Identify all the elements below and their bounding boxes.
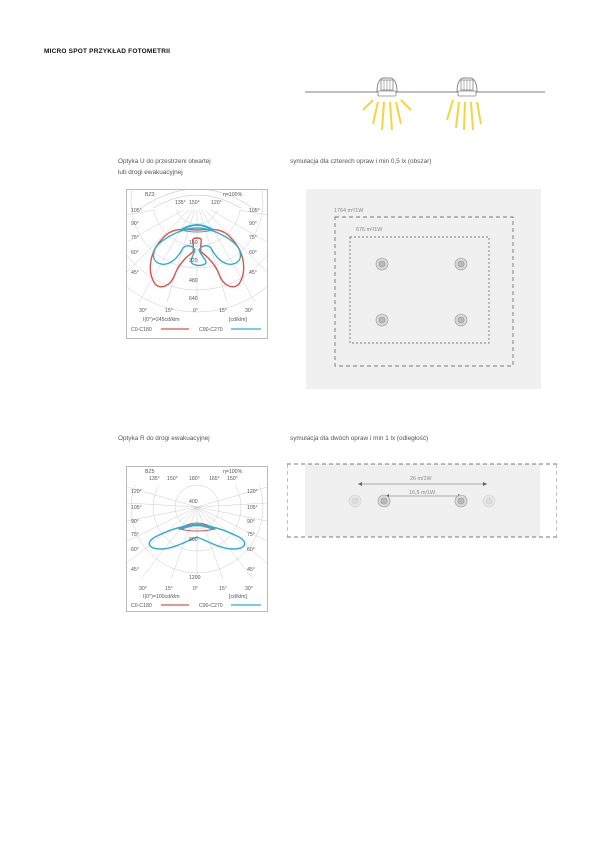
angle-label: 150° bbox=[167, 476, 178, 482]
angle-label: 90° bbox=[247, 519, 255, 525]
angle-label: 165° bbox=[209, 476, 220, 482]
radial-label: 640 bbox=[189, 296, 198, 302]
outer-area-label: 1764 m²/1W bbox=[334, 208, 364, 214]
simulation-area-four bbox=[306, 189, 541, 389]
angle-label: 60° bbox=[131, 547, 139, 553]
section1-sim-caption: symulacja dla czterech opraw i min 0,5 lx (obszar) bbox=[290, 158, 432, 165]
polar-diagram-r bbox=[126, 466, 268, 612]
angle-label: 15° bbox=[165, 308, 173, 314]
angle-label: 75° bbox=[249, 235, 257, 241]
angle-label: 120° bbox=[211, 200, 222, 206]
angle-label: 60° bbox=[249, 250, 257, 256]
inner-area-label: 676 m²/1W bbox=[356, 227, 383, 233]
luminaire-icon bbox=[378, 495, 390, 507]
angle-label: 15° bbox=[165, 586, 173, 592]
polar-diagram-u bbox=[126, 189, 268, 339]
angle-label: 30° bbox=[245, 586, 253, 592]
angle-label: 30° bbox=[245, 308, 253, 314]
section2-caption: Optyka R do drogi ewakuacyjnej bbox=[118, 435, 210, 442]
outer-area-boundary bbox=[335, 217, 513, 366]
angle-label: 90° bbox=[131, 221, 139, 227]
angle-label: 150° bbox=[189, 200, 200, 206]
radial-label: 320 bbox=[189, 258, 198, 264]
units-label: [cd/klm] bbox=[229, 317, 247, 323]
angle-label: 120° bbox=[131, 489, 142, 495]
outer-distance-label: 26 m/1W bbox=[410, 476, 432, 482]
luminaire-icon bbox=[455, 495, 467, 507]
luminaire-ghost-icon bbox=[349, 495, 361, 507]
angle-label: 105° bbox=[247, 505, 258, 511]
angle-label: 105° bbox=[249, 208, 260, 214]
luminaire-illustration bbox=[305, 74, 545, 136]
units-label: I(0°)=100cd/klm bbox=[143, 594, 180, 600]
angle-label: 75° bbox=[131, 235, 139, 241]
luminaire-ghost-icon bbox=[483, 495, 495, 507]
diagram-eta: η=100% bbox=[223, 192, 243, 198]
section2-sim-caption: symulacja dla dwóch opraw i min 1 lx (odległość) bbox=[290, 435, 429, 442]
radial-label: 800 bbox=[189, 537, 198, 543]
luminaire-icon bbox=[363, 78, 411, 130]
diagram-eta: η=100% bbox=[223, 469, 243, 475]
angle-label: 90° bbox=[249, 221, 257, 227]
angle-label: 120° bbox=[247, 489, 258, 495]
angle-label: 45° bbox=[249, 270, 257, 276]
units-label: [cd/klm] bbox=[229, 594, 247, 600]
legend-blue-label: C90-C270 bbox=[199, 603, 223, 609]
angle-label: 60° bbox=[131, 250, 139, 256]
angle-label: 105° bbox=[131, 505, 142, 511]
angle-label: 45° bbox=[131, 270, 139, 276]
angle-label: 105° bbox=[131, 208, 142, 214]
diagram-code: BZ5 bbox=[145, 469, 155, 475]
angle-label: 45° bbox=[131, 567, 139, 573]
simulation-area-two bbox=[287, 460, 557, 540]
radial-label: 1200 bbox=[189, 575, 201, 581]
legend-red-label: C0-C180 bbox=[131, 603, 152, 609]
angle-label: 60° bbox=[247, 547, 255, 553]
section1-caption bbox=[118, 157, 211, 178]
inner-distance-label: 16,5 m/1W bbox=[409, 490, 436, 496]
angle-label: 75° bbox=[131, 532, 139, 538]
angle-label: 90° bbox=[131, 519, 139, 525]
angle-label: 180° bbox=[189, 476, 200, 482]
inner-area-boundary bbox=[350, 237, 489, 343]
angle-label: 15° bbox=[219, 308, 227, 314]
angle-label: 30° bbox=[139, 586, 147, 592]
diagram-code: BZ3 bbox=[145, 192, 155, 198]
radial-label: 160 bbox=[189, 240, 198, 246]
angle-label: 135° bbox=[149, 476, 160, 482]
angle-label: 135° bbox=[175, 200, 186, 206]
luminaire-icon bbox=[455, 314, 467, 326]
radial-label: 480 bbox=[189, 278, 198, 284]
page-title: MICRO SPOT PRZYKŁAD FOTOMETRII bbox=[44, 48, 171, 55]
legend-blue-label: C90-C270 bbox=[199, 327, 223, 333]
angle-label: 30° bbox=[139, 308, 147, 314]
luminaire-icon bbox=[455, 258, 467, 270]
luminaire-icon bbox=[376, 258, 388, 270]
section1-caption-line2: lub drogi ewakuacyjnej bbox=[118, 168, 183, 176]
angle-label: 75° bbox=[247, 532, 255, 538]
legend-red-label: C0-C180 bbox=[131, 327, 152, 333]
units-label: I(0°)=245cd/klm bbox=[143, 317, 180, 323]
angle-label: 45° bbox=[247, 567, 255, 573]
angle-label: 15° bbox=[219, 586, 227, 592]
section1-caption-line1: Optyka U do przestrzeni otwartej bbox=[118, 158, 211, 165]
luminaire-icon bbox=[376, 314, 388, 326]
radial-label: 400 bbox=[189, 499, 198, 505]
angle-label: 0° bbox=[193, 586, 198, 592]
angle-label: 0° bbox=[193, 308, 198, 314]
angle-label: 150° bbox=[227, 476, 238, 482]
luminaire-icon bbox=[447, 78, 481, 130]
